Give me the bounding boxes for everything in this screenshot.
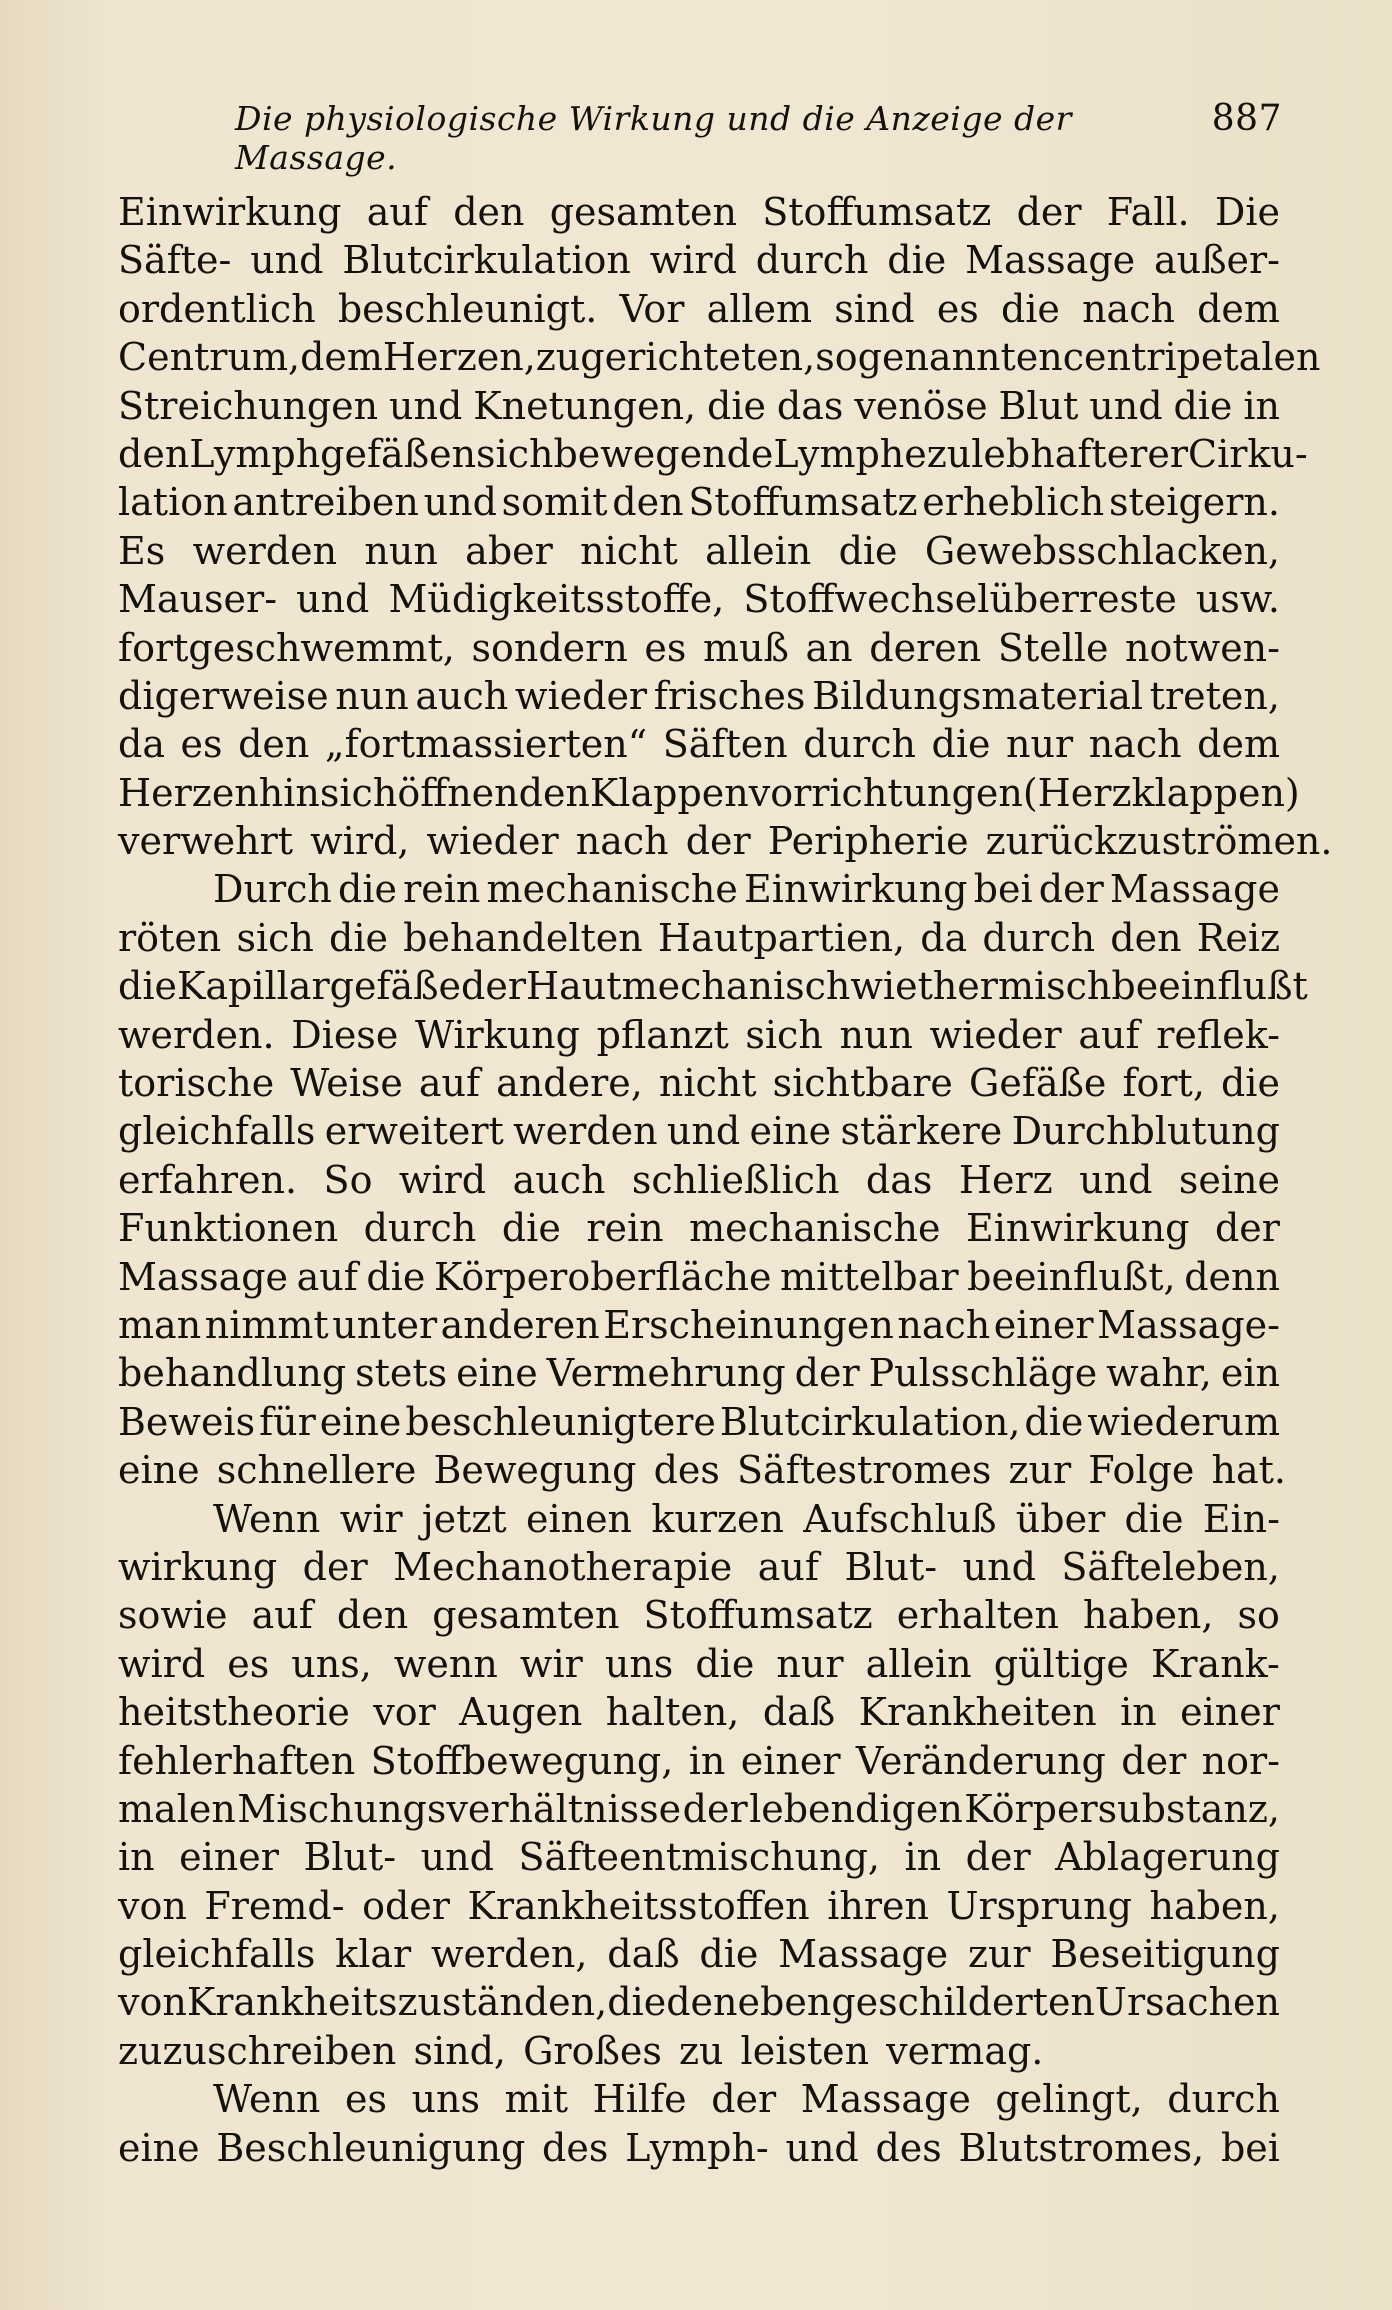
text-line: von Krankheitszuständen, die den eben geschilderten Ursachen [118, 1980, 1280, 2025]
text-line: Mauser- und Müdigkeitsstoffe, Stoffwechselüberreste usw. [118, 577, 1280, 622]
text-line: man nimmt unter anderen Erscheinungen nach einer Massage- [118, 1302, 1280, 1347]
text-line: digerweise nun auch wieder frisches Bildungsmaterial treten, [118, 673, 1280, 718]
text-line: heitstheorie vor Augen halten, daß Krankheiten in einer [118, 1690, 1280, 1735]
paragraph [118, 1495, 1280, 2076]
text-line: Streichungen und Knetungen, die das venöse Blut und die in [118, 383, 1280, 428]
text-line: sowie auf den gesamten Stoffumsatz erhalten haben, so [118, 1593, 1280, 1638]
text-line: werden. Diese Wirkung pflanzt sich nun wieder auf reflek- [118, 1012, 1280, 1057]
text-line: gleichfalls erweitert werden und eine stärkere Durchblutung [118, 1109, 1280, 1154]
text-line: Durch die rein mechanische Einwirkung bei der Massage [213, 867, 1280, 912]
text-line: von Fremd- oder Krankheitsstoffen ihren Ursprung haben, [118, 1883, 1280, 1928]
text-line: eine schnellere Bewegung des Säftestromes zur Folge hat. [118, 1448, 1286, 1493]
text-line: die Kapillargefäße der Haut mechanisch wie thermisch beeinflußt [118, 964, 1308, 1009]
page-header [235, 98, 1282, 177]
text-line: malen Mischungsverhältnisse der lebendigen Körpersubstanz, [118, 1786, 1280, 1831]
body-text [118, 188, 1333, 2172]
text-line: torische Weise auf andere, nicht sichtbare Gefäße fort, die [118, 1061, 1280, 1106]
text-line: Säfte- und Blutcirkulation wird durch die Massage außer- [118, 238, 1280, 283]
text-line: Wenn es uns mit Hilfe der Massage gelingt, durch [213, 2077, 1280, 2122]
text-line: röten sich die behandelten Hautpartien, da durch den Reiz [118, 915, 1280, 960]
paragraph [118, 2075, 1280, 2172]
text-line: in einer Blut- und Säfteentmischung, in der Ablagerung [118, 1835, 1280, 1880]
text-line: Centrum, dem Herzen, zu gerichteten, sogenannten centripetalen [118, 335, 1321, 380]
text-line: zuzuschreiben sind, Großes zu leisten vermag. [118, 2028, 1044, 2073]
text-line: behandlung stets eine Vermehrung der Pulsschläge wahr, ein [118, 1351, 1280, 1396]
text-line: Es werden nun aber nicht allein die Gewebsschlacken, [118, 528, 1280, 573]
text-line: Einwirkung auf den gesamten Stoffumsatz der Fall. Die [118, 190, 1280, 234]
text-line: fortgeschwemmt, sondern es muß an deren Stelle notwen- [118, 625, 1280, 670]
running-title: Die physiologische Wirkung und die Anzeige der Massage. [235, 99, 1072, 177]
text-line: Funktionen durch die rein mechanische Einwirkung der [118, 1206, 1280, 1251]
text-line: den Lymphgefäßen sich bewegende Lymphe zu lebhafterer Cirku- [118, 431, 1308, 476]
text-line: wird es uns, wenn wir uns die nur allein gültige Krank- [118, 1641, 1280, 1686]
text-line: Massage auf die Körperoberfläche mittelbar beeinflußt, denn [118, 1254, 1280, 1299]
text-line: verwehrt wird, wieder nach der Peripherie zurückzuströmen. [118, 819, 1333, 864]
text-line: Wenn wir jetzt einen kurzen Aufschluß über die Ein- [213, 1496, 1280, 1541]
text-line: eine Beschleunigung des Lymph- und des Blutstromes, bei [118, 2125, 1280, 2170]
paragraph [118, 188, 1333, 865]
text-line: wirkung der Mechanotherapie auf Blut- und Säfteleben, [118, 1544, 1280, 1589]
text-line: lation antreiben und somit den Stoffumsatz erheblich steigern. [118, 480, 1280, 525]
text-line: fehlerhaften Stoffbewegung, in einer Veränderung der nor- [118, 1738, 1280, 1783]
text-line: da es den „fortmassierten“ Säften durch die nur nach dem [118, 722, 1280, 767]
text-line: Herzen hin sich öffnenden Klappenvorrichtungen (Herzklappen) [118, 770, 1300, 815]
page-number: 887 [1211, 98, 1282, 139]
text-line: gleichfalls klar werden, daß die Massage zur Beseitigung [118, 1932, 1280, 1977]
text-line: ordentlich beschleunigt. Vor allem sind es die nach dem [118, 286, 1280, 331]
text-line: Beweis für eine beschleunigtere Blutcirkulation, die wiederum [118, 1399, 1280, 1444]
text-line: erfahren. So wird auch schließlich das Herz und seine [118, 1157, 1280, 1202]
paragraph [118, 865, 1308, 1494]
